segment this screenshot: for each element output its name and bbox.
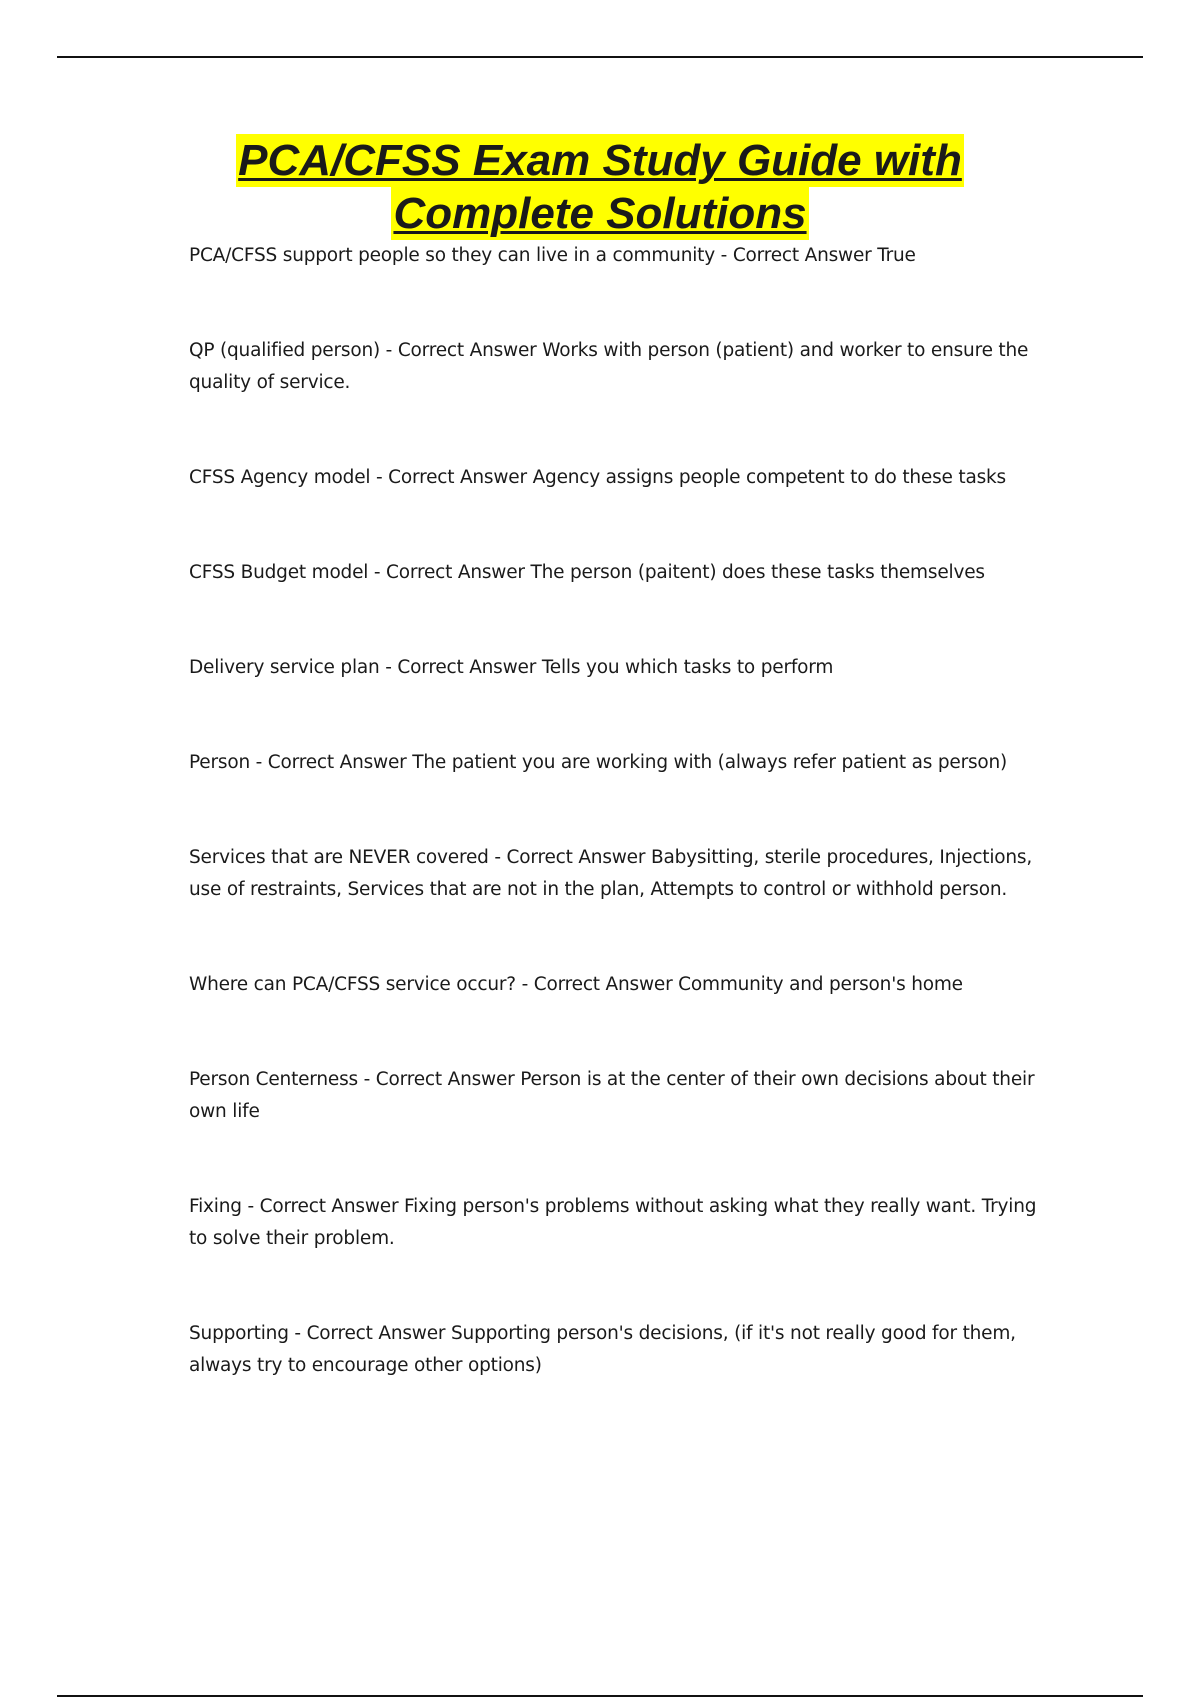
qa-item: PCA/CFSS support people so they can live in a community - Correct Answer True — [189, 245, 916, 266]
document-title — [0, 134, 1200, 240]
qa-item: Services that are NEVER covered - Correct Answer Babysitting, sterile procedures, Injections, use of restraints, Services that are not in the plan, Attempts to control or withhold person. — [189, 847, 1033, 900]
qa-item: QP (qualified person) - Correct Answer Works with person (patient) and worker to ensure the quality of service. — [189, 340, 1029, 393]
qa-item: Where can PCA/CFSS service occur? - Correct Answer Community and person's home — [189, 974, 963, 995]
qa-item: CFSS Budget model - Correct Answer The person (paitent) does these tasks themselves — [189, 562, 985, 583]
qa-item: Fixing - Correct Answer Fixing person's problems without asking what they really want. Trying to solve their problem. — [189, 1196, 1037, 1249]
qa-item: CFSS Agency model - Correct Answer Agency assigns people competent to do these tasks — [189, 467, 1006, 488]
qa-item: Supporting - Correct Answer Supporting person's decisions, (if it's not really good for them, always try to encourage other options) — [189, 1323, 1016, 1376]
top-rule — [57, 56, 1143, 58]
title-line-2: Complete Solutions — [393, 189, 807, 238]
bottom-rule — [57, 1695, 1143, 1697]
qa-item: Person - Correct Answer The patient you are working with (always refer patient as person) — [189, 752, 1008, 773]
qa-item: Person Centerness - Correct Answer Person is at the center of their own decisions about their own life — [189, 1069, 1035, 1122]
title-line-1: PCA/CFSS Exam Study Guide with — [238, 136, 962, 185]
qa-item: Delivery service plan - Correct Answer Tells you which tasks to perform — [189, 657, 834, 678]
